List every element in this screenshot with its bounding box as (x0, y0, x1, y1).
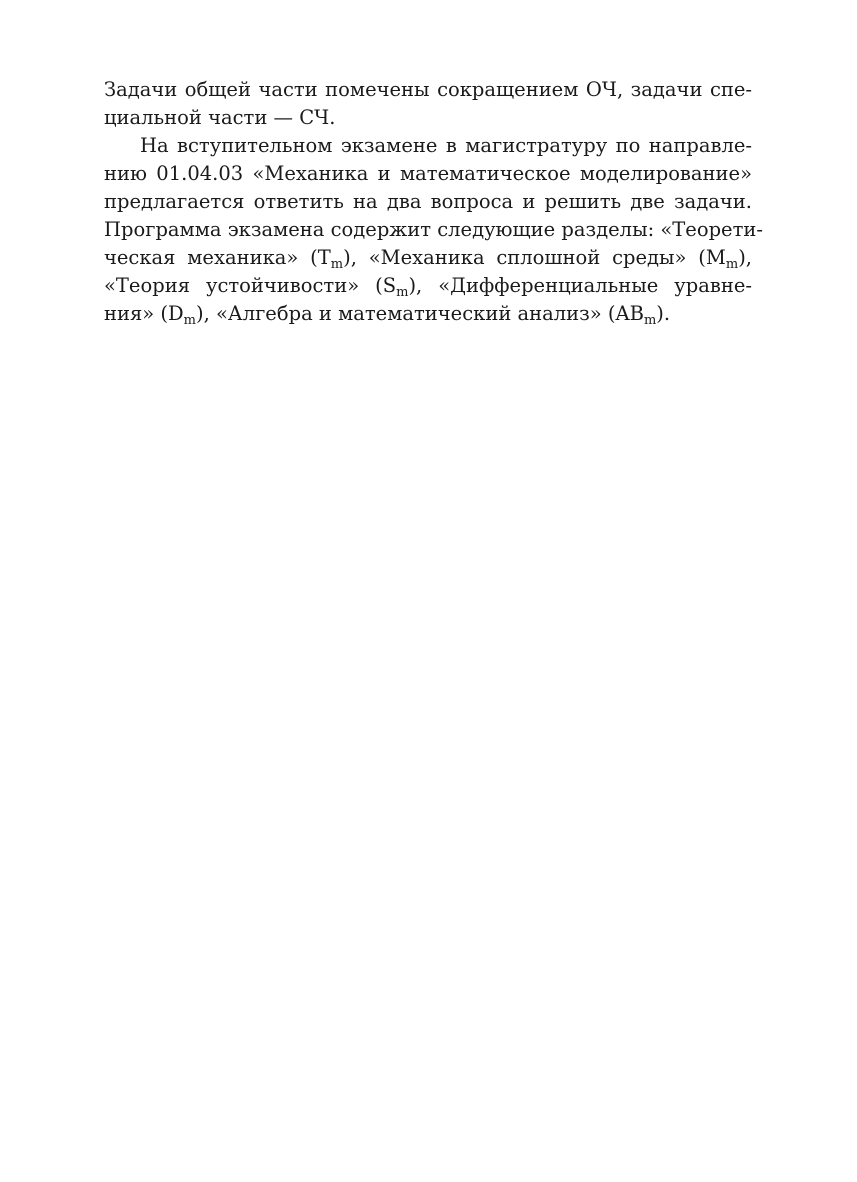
text-fragment: ческая механика» (T (104, 246, 331, 269)
paragraph-2-line-2: нию 01.04.03 «Механика и математическое моделирование» (104, 162, 752, 185)
paragraph-2-line-1: На вступительном экзамене в магистратуру по направле- (140, 134, 752, 157)
body-text (104, 76, 763, 328)
text-fragment: ), «Дифференциальные уравне- (408, 274, 752, 297)
paragraph-2-line-6 (104, 272, 752, 300)
paragraph-2-line-3: предлагается ответить на два вопроса и решить две задачи. (104, 190, 752, 213)
text-fragment: ния» (D (104, 302, 184, 325)
subscript: m (643, 313, 657, 328)
paragraph-1-line-1: Задачи общей части помечены сокращением ОЧ, задачи спе- (104, 78, 752, 101)
paragraph-2-line-7 (104, 300, 752, 328)
text-fragment: «Теория устойчивости» (S (104, 274, 397, 297)
paragraph-2-line-4: Программа экзамена содержит следующие разделы: «Теорети- (104, 218, 763, 241)
subscript: m (330, 257, 344, 272)
text-fragment: ), (738, 246, 752, 269)
subscript: m (725, 257, 739, 272)
subscript: m (183, 313, 196, 328)
paragraph-2-line-5 (104, 244, 752, 272)
text-fragment: ). (656, 302, 671, 325)
text-fragment: ), «Алгебра и математический анализ» (AB (196, 302, 644, 325)
paragraph-1-line-2: циальной части — СЧ. (104, 106, 336, 129)
subscript: m (396, 285, 409, 300)
text-fragment: ), «Механика сплошной среды» (M (343, 246, 726, 269)
